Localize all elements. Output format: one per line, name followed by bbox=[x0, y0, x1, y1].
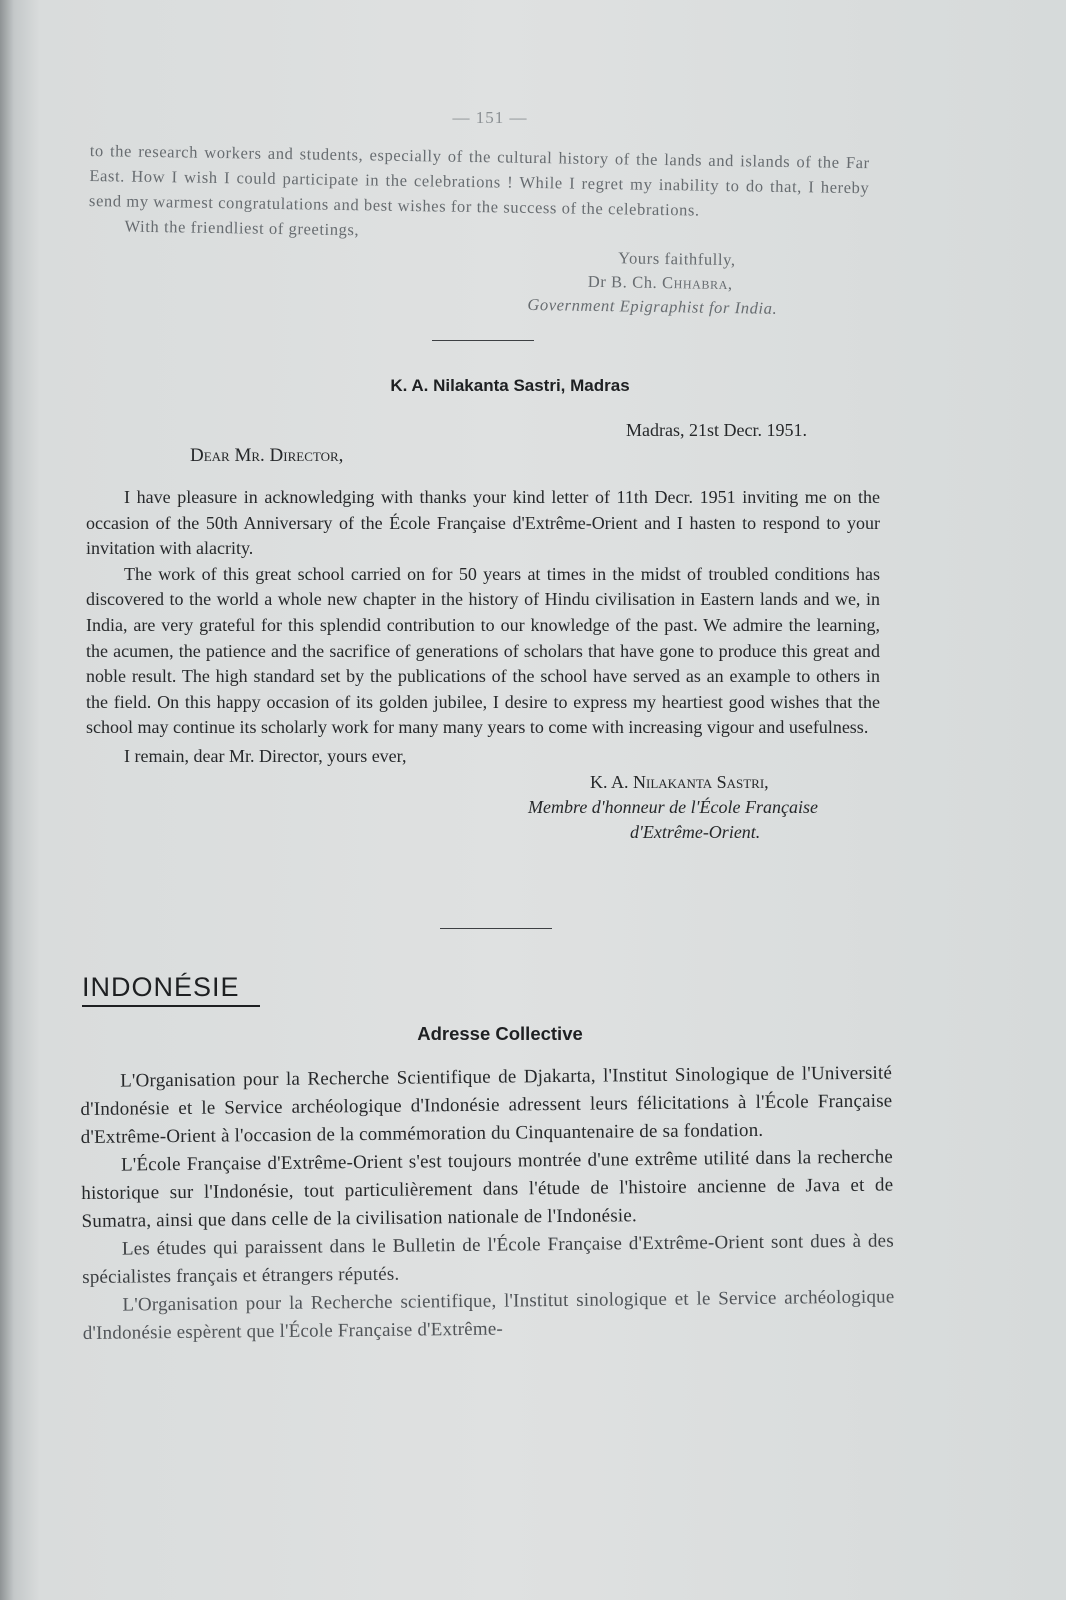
sastri-letter bbox=[86, 418, 880, 845]
section-subheading: Adresse Collective bbox=[417, 1023, 583, 1044]
letter-paragraph: I have pleasure in acknowledging with thanks your kind letter of 11th Decr. 1951 inviting me on the occasion of the 50th Anniversary of the École Française d'Extrême-Orient and I hasten to respond to your invitation with alacrity. bbox=[86, 487, 880, 559]
previous-letter-closing: With the friendliest of greetings, bbox=[124, 216, 360, 240]
signer-name: Chhabra, bbox=[661, 273, 733, 294]
letter-paragraph: The work of this great school carried on for 50 years at times in the midst of troubled conditions has discovered to the world a whole new chapter in the history of Hindu civilisation in Eastern lands and we, in India, are very grateful for this splendid contribution to our knowledge of the past. We admire the learning, the acumen, the patience and the sacrifice of generations of scholars that have gone to produce this great and noble result. The high standard set by the publications of the school have served as an example to others in the field. On this happy occasion of its golden jubilee, I desire to express my heartiest good wishes that the school may continue its scholarly work for many many years to come with increasing vigour and usefulness. bbox=[86, 563, 880, 738]
signer-name: K. A. Nilakanta Sastri, bbox=[590, 771, 769, 792]
letter-heading: K. A. Nilakanta Sastri, Madras bbox=[390, 376, 630, 395]
valediction: Yours faithfully, bbox=[618, 248, 736, 270]
signer-prefix: Dr B. Ch. bbox=[587, 271, 658, 292]
previous-letter-ending bbox=[87, 138, 870, 322]
section-title: INDONÉSIE bbox=[82, 972, 260, 1007]
divider-rule bbox=[432, 340, 534, 341]
address-paragraph: L'Organisation pour la Recherche Scientifique de Djakarta, l'Institut Sinologique de l'Université d'Indonésie et le Service archéologique d'Indonésie adressent leurs félicitations à l'École Française d'Extrême-Orient à l'occasion de la commémoration du Cinquantenaire de sa fondation. bbox=[80, 1062, 893, 1148]
letter-closing: I remain, dear Mr. Director, yours ever, bbox=[124, 745, 407, 766]
page-number: — 151 — bbox=[452, 108, 528, 127]
address-paragraph: Les études qui paraissent dans le Bulletin de l'École Française d'Extrême-Orient sont dues à des spécialistes français et étrangers réputés. bbox=[82, 1230, 894, 1288]
previous-letter-signature bbox=[527, 245, 868, 322]
signer-title-line: Membre d'honneur de l'École Française bbox=[528, 796, 818, 817]
signer-title-line: d'Extrême-Orient. bbox=[630, 821, 761, 842]
address-paragraph: L'Organisation pour la Recherche scientifique, l'Institut sinologique et le Service archéologique d'Indonésie espèrent que l'École Française d'Extrême- bbox=[82, 1286, 895, 1344]
previous-letter-paragraph: to the research workers and students, especially of the cultural history of the lands and islands of the Far East. How I wish I could participate in the celebrations ! While I regret my inability to do that, I hereby send my warmest congratulations and best wishes for the success of the celebrations. bbox=[88, 140, 870, 220]
address-paragraph: L'École Française d'Extrême-Orient s'est toujours montrée d'une extrême utilité dans la recherche historique sur l'Indonésie, tout particulièrement dans l'étude de l'histoire ancienne de Java et de Sumatra, ainsi que dans celle de la civilisation nationale de l'Indonésie. bbox=[81, 1146, 894, 1232]
indonesia-address bbox=[80, 1059, 895, 1347]
signer-title: Government Epigraphist for India. bbox=[527, 294, 778, 318]
divider-rule bbox=[440, 928, 552, 929]
letter-signature bbox=[528, 770, 880, 845]
letter-date: Madras, 21st Decr. 1951. bbox=[626, 420, 807, 440]
letter-salutation: Dear Mr. Director, bbox=[190, 445, 344, 466]
